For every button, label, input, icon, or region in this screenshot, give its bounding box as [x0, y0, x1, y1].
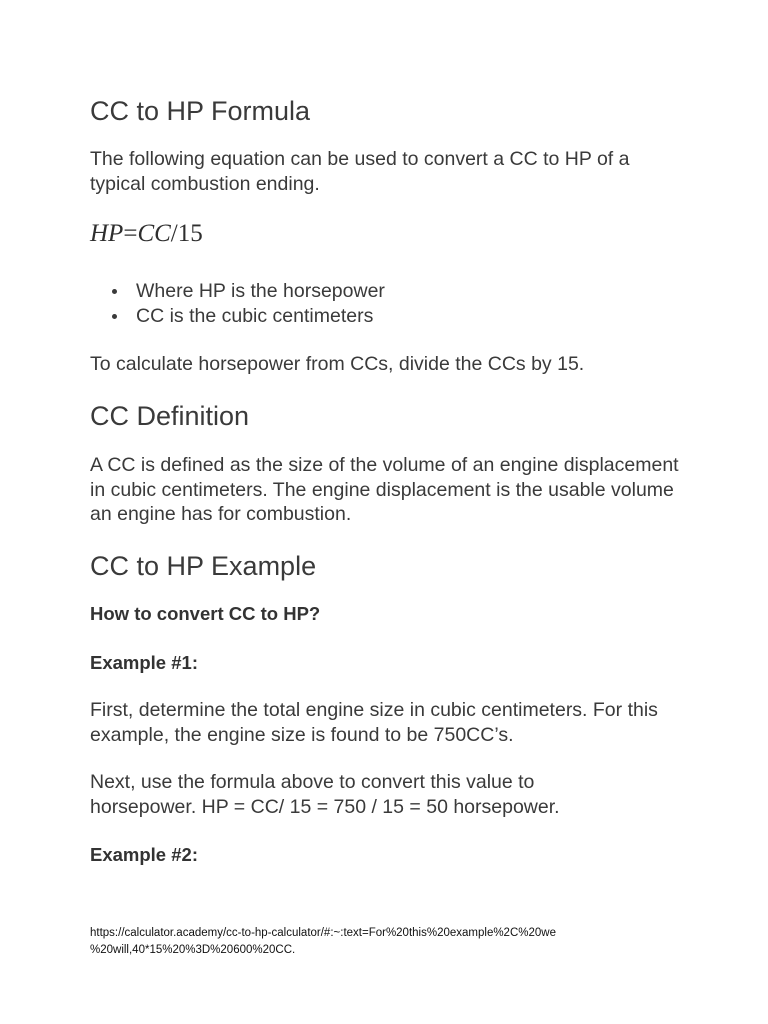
- example-1-step-1: First, determine the total engine size in cubic centimeters. For this example, the engine size is found to be 750CC’s.: [90, 699, 658, 746]
- source-url: [90, 925, 690, 959]
- formula-summary: To calculate horsepower from CCs, divide the CCs by 15.: [90, 353, 585, 375]
- formula-variable-list: [112, 279, 385, 328]
- example-question: How to convert CC to HP?: [90, 603, 321, 624]
- section-title-example: CC to HP Example: [90, 551, 317, 581]
- formula-equals: =: [123, 220, 138, 247]
- example-2-label: Example #2:: [90, 844, 198, 865]
- list-item-text: Where HP is the horsepower: [136, 280, 385, 302]
- bullet-dot-icon: [112, 314, 117, 319]
- example-1-step-2: Next, use the formula above to convert this value to horsepower. HP = CC/ 15 = 750 / 15 = 50 horsepower.: [90, 771, 560, 818]
- source-url-line-1: https://calculator.academy/cc-to-hp-calculator/#:~:text=For%20this%20example%2C%20we: [90, 927, 556, 939]
- list-item: [112, 279, 385, 304]
- formula-intro: The following equation can be used to convert a CC to HP of a typical combustion ending.: [90, 148, 630, 195]
- formula-hp: HP: [90, 220, 124, 247]
- section-title-definition: CC Definition: [90, 401, 250, 431]
- example-1-label: Example #1:: [90, 652, 198, 673]
- definition-body: A CC is defined as the size of the volume of an engine displacement in cubic centimeters. The engine displacement is the usable volume an engine has for combustion.: [90, 454, 679, 525]
- list-item-text: CC is the cubic centimeters: [136, 304, 374, 327]
- section-title-formula: CC to HP Formula: [90, 96, 311, 126]
- formula-divisor: /15: [170, 220, 203, 247]
- formula-cc: CC: [137, 220, 171, 247]
- source-url-line-2: %20will,40*15%20%3D%20600%20CC.: [90, 944, 296, 956]
- list-item: [112, 304, 385, 329]
- bullet-dot-icon: [112, 289, 117, 294]
- formula-equation: [90, 219, 203, 249]
